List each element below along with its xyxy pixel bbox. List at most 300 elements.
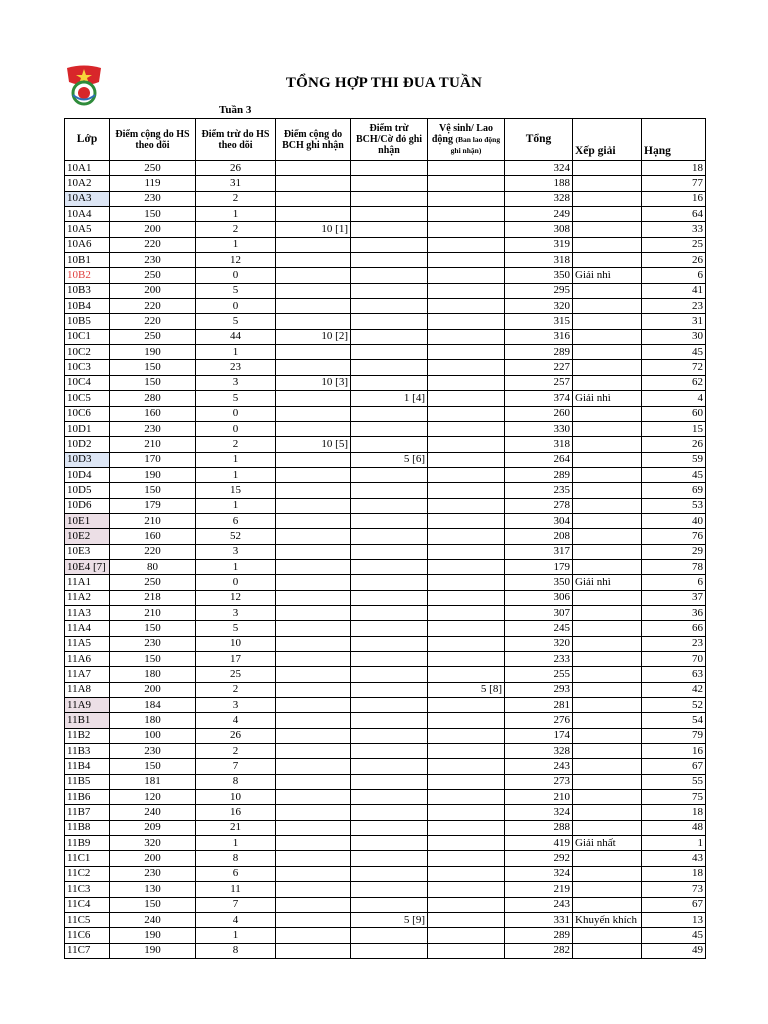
cell-rank: 40: [642, 513, 706, 528]
cell-hygiene: [428, 713, 505, 728]
cell-minus-bch: [351, 790, 428, 805]
cell-plus-hs: 250: [110, 268, 196, 283]
cell-plus-hs: 220: [110, 237, 196, 252]
cell-award: [573, 851, 642, 866]
cell-minus-bch: [351, 437, 428, 452]
col-header-hygiene-note: (Ban lao động ghi nhận): [450, 135, 501, 155]
cell-minus-bch: [351, 421, 428, 436]
cell-class: 11C7: [65, 943, 110, 958]
table-row: [65, 176, 706, 191]
cell-class: 10E2: [65, 529, 110, 544]
cell-plus-hs: 190: [110, 928, 196, 943]
cell-award: Giải nhất: [573, 836, 642, 851]
cell-hygiene: [428, 744, 505, 759]
cell-minus-hs: 15: [196, 483, 276, 498]
cell-plus-hs: 218: [110, 590, 196, 605]
cell-minus-hs: 21: [196, 820, 276, 835]
table-row: [65, 452, 706, 467]
cell-rank: 15: [642, 421, 706, 436]
cell-award: [573, 774, 642, 789]
table-row: [65, 698, 706, 713]
cell-minus-bch: [351, 805, 428, 820]
col-header-plus-hs: Điểm cộng do HS theo dõi: [110, 119, 196, 161]
cell-award: [573, 314, 642, 329]
cell-minus-bch: [351, 406, 428, 421]
cell-rank: 55: [642, 774, 706, 789]
cell-class: 10C1: [65, 329, 110, 344]
cell-minus-bch: [351, 774, 428, 789]
cell-minus-hs: 1: [196, 207, 276, 222]
cell-plus-hs: 250: [110, 161, 196, 176]
cell-award: [573, 759, 642, 774]
cell-minus-bch: [351, 621, 428, 636]
cell-minus-bch: [351, 529, 428, 544]
cell-total: 315: [505, 314, 573, 329]
cell-plus-hs: 150: [110, 759, 196, 774]
cell-hygiene: [428, 544, 505, 559]
cell-class: 10A3: [65, 191, 110, 206]
cell-rank: 6: [642, 575, 706, 590]
cell-minus-hs: 2: [196, 682, 276, 697]
cell-total: 249: [505, 207, 573, 222]
cell-minus-hs: 4: [196, 713, 276, 728]
table-row: [65, 544, 706, 559]
cell-award: [573, 191, 642, 206]
cell-award: [573, 652, 642, 667]
cell-minus-bch: [351, 345, 428, 360]
table-row: [65, 728, 706, 743]
cell-hygiene: [428, 851, 505, 866]
table-row: [65, 866, 706, 881]
table-row: [65, 621, 706, 636]
cell-award: [573, 452, 642, 467]
cell-total: 331: [505, 912, 573, 927]
cell-rank: 59: [642, 452, 706, 467]
cell-plus-hs: 250: [110, 575, 196, 590]
cell-total: 318: [505, 437, 573, 452]
cell-plus-bch: [276, 820, 351, 835]
cell-rank: 25: [642, 237, 706, 252]
cell-minus-hs: 1: [196, 559, 276, 574]
cell-plus-bch: [276, 943, 351, 958]
cell-minus-bch: [351, 207, 428, 222]
cell-rank: 45: [642, 345, 706, 360]
cell-minus-bch: [351, 191, 428, 206]
cell-hygiene: [428, 191, 505, 206]
cell-total: 179: [505, 559, 573, 574]
cell-award: [573, 253, 642, 268]
cell-minus-bch: [351, 682, 428, 697]
cell-rank: 6: [642, 268, 706, 283]
table-row: [65, 928, 706, 943]
cell-plus-bch: 10 [5]: [276, 437, 351, 452]
cell-plus-hs: 119: [110, 176, 196, 191]
cell-hygiene: [428, 636, 505, 651]
cell-class: 10B1: [65, 253, 110, 268]
table-row: [65, 467, 706, 482]
cell-plus-hs: 170: [110, 452, 196, 467]
col-header-class: Lớp: [65, 119, 110, 161]
cell-total: 324: [505, 866, 573, 881]
cell-minus-hs: 7: [196, 897, 276, 912]
cell-plus-bch: [276, 467, 351, 482]
cell-award: [573, 513, 642, 528]
cell-hygiene: [428, 452, 505, 467]
cell-total: 210: [505, 790, 573, 805]
cell-total: 264: [505, 452, 573, 467]
cell-plus-bch: [276, 391, 351, 406]
cell-plus-bch: [276, 836, 351, 851]
cell-minus-hs: 26: [196, 161, 276, 176]
cell-plus-hs: 130: [110, 882, 196, 897]
cell-hygiene: [428, 605, 505, 620]
col-header-hygiene-label: Vệ sinh/ Lao động: [431, 123, 493, 145]
cell-hygiene: [428, 882, 505, 897]
cell-plus-bch: [276, 421, 351, 436]
cell-total: 188: [505, 176, 573, 191]
cell-plus-hs: 220: [110, 299, 196, 314]
cell-minus-hs: 0: [196, 268, 276, 283]
cell-hygiene: [428, 207, 505, 222]
cell-minus-bch: [351, 928, 428, 943]
cell-total: 282: [505, 943, 573, 958]
table-row: [65, 498, 706, 513]
cell-class: 10B5: [65, 314, 110, 329]
cell-minus-hs: 2: [196, 437, 276, 452]
cell-total: 227: [505, 360, 573, 375]
cell-plus-bch: [276, 176, 351, 191]
cell-plus-bch: [276, 897, 351, 912]
cell-plus-bch: [276, 544, 351, 559]
cell-award: [573, 437, 642, 452]
cell-total: 304: [505, 513, 573, 528]
table-row: [65, 605, 706, 620]
cell-hygiene: [428, 866, 505, 881]
cell-award: [573, 345, 642, 360]
cell-plus-bch: [276, 805, 351, 820]
cell-plus-hs: 230: [110, 636, 196, 651]
cell-minus-hs: 1: [196, 928, 276, 943]
cell-hygiene: [428, 836, 505, 851]
cell-minus-hs: 2: [196, 191, 276, 206]
cell-plus-bch: [276, 774, 351, 789]
cell-class: 11B3: [65, 744, 110, 759]
cell-class: 11A2: [65, 590, 110, 605]
cell-hygiene: [428, 912, 505, 927]
cell-rank: 64: [642, 207, 706, 222]
cell-minus-hs: 3: [196, 698, 276, 713]
cell-award: [573, 529, 642, 544]
cell-hygiene: [428, 928, 505, 943]
cell-minus-hs: 12: [196, 590, 276, 605]
cell-rank: 33: [642, 222, 706, 237]
cell-minus-hs: 10: [196, 790, 276, 805]
cell-rank: 70: [642, 652, 706, 667]
table-row: [65, 253, 706, 268]
col-header-award: Xếp giải: [573, 119, 642, 161]
cell-award: [573, 698, 642, 713]
cell-rank: 18: [642, 805, 706, 820]
cell-rank: 43: [642, 851, 706, 866]
cell-minus-bch: [351, 299, 428, 314]
cell-minus-bch: [351, 728, 428, 743]
table-row: [65, 682, 706, 697]
cell-minus-hs: 8: [196, 774, 276, 789]
cell-award: Khuyến khích: [573, 912, 642, 927]
cell-minus-bch: [351, 253, 428, 268]
cell-plus-hs: 150: [110, 360, 196, 375]
cell-class: 11C6: [65, 928, 110, 943]
cell-rank: 1: [642, 836, 706, 851]
cell-total: 288: [505, 820, 573, 835]
cell-total: 316: [505, 329, 573, 344]
cell-rank: 37: [642, 590, 706, 605]
table-row: [65, 820, 706, 835]
cell-hygiene: [428, 790, 505, 805]
cell-total: 219: [505, 882, 573, 897]
cell-total: 374: [505, 391, 573, 406]
cell-hygiene: [428, 820, 505, 835]
cell-plus-hs: 320: [110, 836, 196, 851]
cell-total: 419: [505, 836, 573, 851]
cell-plus-hs: 190: [110, 345, 196, 360]
cell-award: [573, 636, 642, 651]
cell-class: 11A4: [65, 621, 110, 636]
cell-minus-bch: [351, 897, 428, 912]
cell-total: 260: [505, 406, 573, 421]
cell-plus-hs: 220: [110, 544, 196, 559]
cell-award: [573, 299, 642, 314]
cell-plus-hs: 220: [110, 314, 196, 329]
cell-total: 293: [505, 682, 573, 697]
cell-plus-bch: [276, 207, 351, 222]
cell-rank: 26: [642, 253, 706, 268]
cell-class: 11B8: [65, 820, 110, 835]
table-row: [65, 790, 706, 805]
cell-hygiene: [428, 698, 505, 713]
cell-class: 10E3: [65, 544, 110, 559]
cell-plus-hs: 184: [110, 698, 196, 713]
cell-total: 273: [505, 774, 573, 789]
cell-rank: 69: [642, 483, 706, 498]
cell-plus-hs: 230: [110, 866, 196, 881]
table-row: [65, 299, 706, 314]
cell-award: [573, 329, 642, 344]
cell-minus-bch: [351, 559, 428, 574]
cell-plus-hs: 181: [110, 774, 196, 789]
cell-total: 330: [505, 421, 573, 436]
cell-minus-bch: [351, 836, 428, 851]
cell-minus-hs: 1: [196, 452, 276, 467]
cell-rank: 60: [642, 406, 706, 421]
cell-hygiene: [428, 621, 505, 636]
cell-minus-bch: [351, 636, 428, 651]
col-header-plus-bch: Điểm cộng do BCH ghi nhận: [276, 119, 351, 161]
cell-class: 11B7: [65, 805, 110, 820]
cell-hygiene: [428, 805, 505, 820]
cell-plus-hs: 150: [110, 207, 196, 222]
cell-minus-bch: [351, 176, 428, 191]
cell-minus-hs: 2: [196, 222, 276, 237]
cell-minus-hs: 0: [196, 406, 276, 421]
table-row: [65, 667, 706, 682]
cell-class: 10C3: [65, 360, 110, 375]
table-row: [65, 161, 706, 176]
table-row: [65, 283, 706, 298]
table-row: [65, 575, 706, 590]
cell-plus-hs: 230: [110, 191, 196, 206]
cell-minus-bch: [351, 851, 428, 866]
cell-rank: 30: [642, 329, 706, 344]
table-row: [65, 268, 706, 283]
cell-plus-bch: [276, 667, 351, 682]
cell-minus-bch: [351, 467, 428, 482]
cell-award: [573, 498, 642, 513]
cell-plus-bch: [276, 912, 351, 927]
cell-class: 10A2: [65, 176, 110, 191]
cell-award: [573, 161, 642, 176]
table-row: [65, 882, 706, 897]
cell-plus-hs: 180: [110, 667, 196, 682]
cell-plus-bch: [276, 851, 351, 866]
cell-plus-hs: 180: [110, 713, 196, 728]
cell-award: [573, 621, 642, 636]
cell-award: [573, 544, 642, 559]
cell-hygiene: [428, 759, 505, 774]
cell-plus-bch: [276, 682, 351, 697]
cell-minus-hs: 7: [196, 759, 276, 774]
cell-rank: 36: [642, 605, 706, 620]
table-row: [65, 652, 706, 667]
cell-total: 295: [505, 283, 573, 298]
cell-plus-bch: [276, 237, 351, 252]
cell-rank: 54: [642, 713, 706, 728]
cell-hygiene: [428, 575, 505, 590]
cell-hygiene: [428, 176, 505, 191]
cell-minus-hs: 5: [196, 283, 276, 298]
cell-minus-bch: [351, 698, 428, 713]
cell-minus-hs: 3: [196, 544, 276, 559]
cell-plus-hs: 120: [110, 790, 196, 805]
cell-class: 10A6: [65, 237, 110, 252]
cell-plus-bch: [276, 652, 351, 667]
cell-hygiene: [428, 391, 505, 406]
cell-rank: 66: [642, 621, 706, 636]
cell-class: 11C4: [65, 897, 110, 912]
cell-rank: 42: [642, 682, 706, 697]
cell-minus-hs: 8: [196, 943, 276, 958]
cell-minus-bch: [351, 575, 428, 590]
cell-hygiene: [428, 437, 505, 452]
cell-class: 10C2: [65, 345, 110, 360]
cell-award: [573, 605, 642, 620]
cell-plus-bch: [276, 621, 351, 636]
cell-rank: 41: [642, 283, 706, 298]
cell-plus-bch: [276, 406, 351, 421]
cell-minus-bch: [351, 513, 428, 528]
cell-hygiene: [428, 345, 505, 360]
cell-rank: 53: [642, 498, 706, 513]
cell-award: [573, 375, 642, 390]
cell-minus-hs: 25: [196, 667, 276, 682]
cell-total: 255: [505, 667, 573, 682]
cell-rank: 23: [642, 636, 706, 651]
cell-class: 10D4: [65, 467, 110, 482]
cell-hygiene: [428, 513, 505, 528]
cell-minus-hs: 12: [196, 253, 276, 268]
cell-plus-bch: [276, 529, 351, 544]
cell-hygiene: [428, 774, 505, 789]
cell-hygiene: 5 [8]: [428, 682, 505, 697]
cell-minus-bch: [351, 590, 428, 605]
cell-class: 10D2: [65, 437, 110, 452]
cell-plus-bch: 10 [1]: [276, 222, 351, 237]
cell-hygiene: [428, 299, 505, 314]
cell-plus-bch: [276, 513, 351, 528]
cell-class: 10B4: [65, 299, 110, 314]
cell-rank: 72: [642, 360, 706, 375]
cell-rank: 29: [642, 544, 706, 559]
cell-class: 10B2: [65, 268, 110, 283]
cell-plus-bch: [276, 268, 351, 283]
cell-plus-hs: 200: [110, 682, 196, 697]
cell-total: 317: [505, 544, 573, 559]
col-header-minus-bch: Điểm trừ BCH/Cờ đỏ ghi nhận: [351, 119, 428, 161]
cell-rank: 45: [642, 467, 706, 482]
cell-minus-hs: 8: [196, 851, 276, 866]
cell-rank: 48: [642, 820, 706, 835]
cell-hygiene: [428, 421, 505, 436]
cell-award: [573, 207, 642, 222]
cell-class: 11A7: [65, 667, 110, 682]
cell-class: 10B3: [65, 283, 110, 298]
table-row: [65, 391, 706, 406]
cell-plus-hs: 150: [110, 483, 196, 498]
cell-minus-bch: 5 [6]: [351, 452, 428, 467]
cell-rank: 16: [642, 191, 706, 206]
table-row: [65, 314, 706, 329]
table-row: [65, 222, 706, 237]
cell-hygiene: [428, 897, 505, 912]
cell-hygiene: [428, 222, 505, 237]
cell-class: 11C1: [65, 851, 110, 866]
cell-hygiene: [428, 360, 505, 375]
cell-minus-hs: 44: [196, 329, 276, 344]
cell-minus-bch: [351, 483, 428, 498]
cell-minus-hs: 6: [196, 513, 276, 528]
cell-plus-hs: 230: [110, 421, 196, 436]
cell-plus-hs: 200: [110, 222, 196, 237]
cell-class: 10A1: [65, 161, 110, 176]
table-row: [65, 529, 706, 544]
cell-plus-hs: 100: [110, 728, 196, 743]
cell-minus-bch: [351, 283, 428, 298]
cell-minus-hs: 1: [196, 345, 276, 360]
table-row: [65, 759, 706, 774]
cell-class: 10D3: [65, 452, 110, 467]
cell-total: 292: [505, 851, 573, 866]
cell-award: [573, 421, 642, 436]
cell-hygiene: [428, 529, 505, 544]
table-row: [65, 805, 706, 820]
cell-minus-hs: 52: [196, 529, 276, 544]
cell-rank: 67: [642, 897, 706, 912]
cell-class: 11C5: [65, 912, 110, 927]
cell-class: 11A3: [65, 605, 110, 620]
cell-rank: 18: [642, 161, 706, 176]
cell-total: 320: [505, 299, 573, 314]
cell-minus-hs: 26: [196, 728, 276, 743]
